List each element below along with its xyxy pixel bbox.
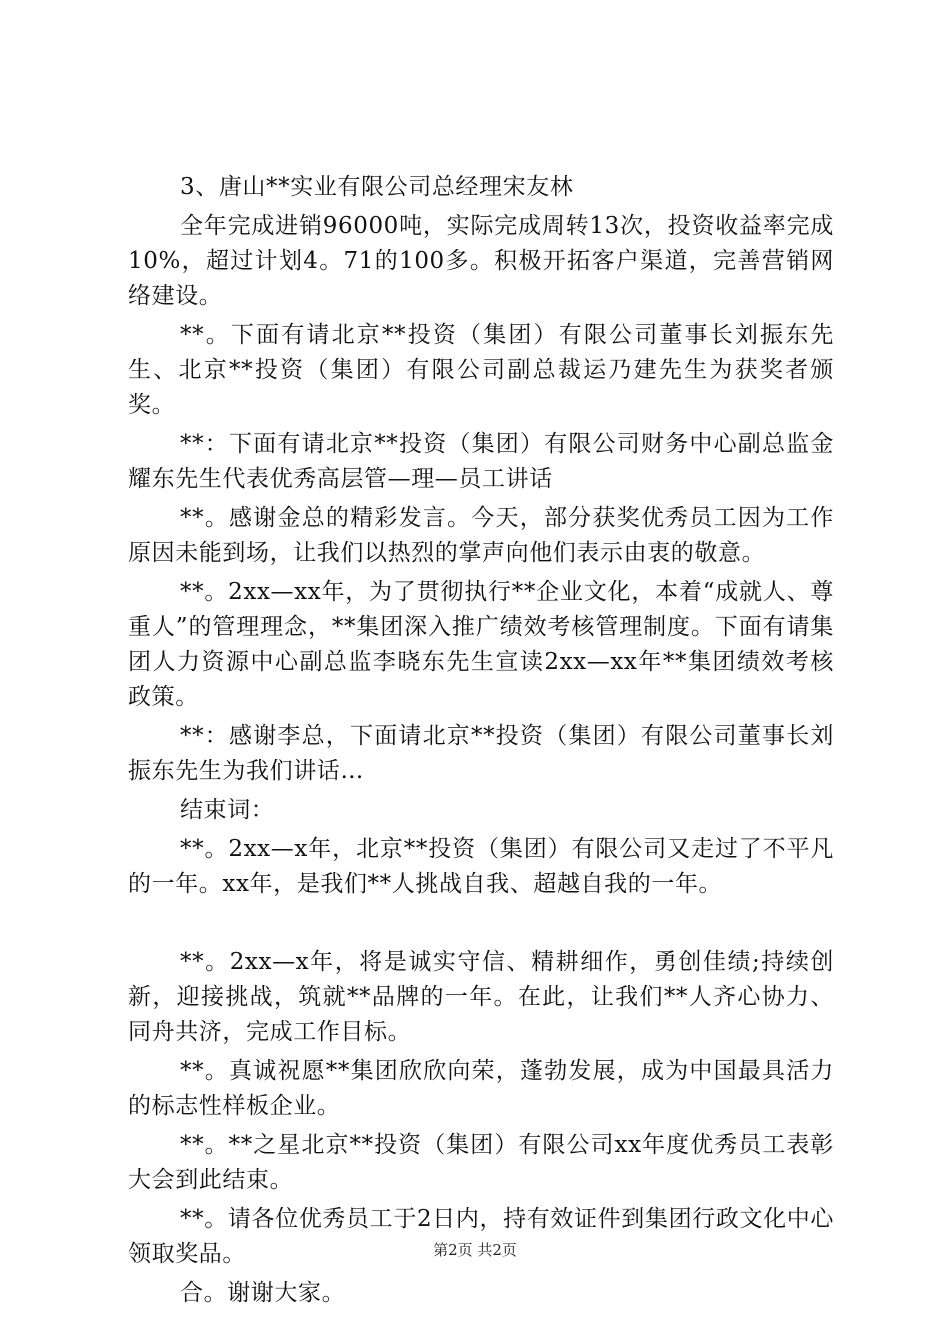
paragraph: 全年完成进销96000吨，实际完成周转13次，投资收益率完成10%，超过计划4。71的100多。积极开拓客户渠道，完善营销网络建设。 xyxy=(128,213,834,309)
paragraph: **。2xx—x年，将是诚实守信、精耕细作，勇创佳绩;持续创新，迎接挑战，筑就**品牌的一年。在此，让我们**人齐心协力、同舟共济，完成工作目标。 xyxy=(128,949,834,1045)
paragraph-heading-tangshan: 3、唐山**实业有限公司总经理宋友林 xyxy=(180,174,574,200)
paragraph: **：感谢李总，下面请北京**投资（集团）有限公司董事长刘振东先生为我们讲话… xyxy=(128,723,834,784)
paragraph: **。真诚祝愿**集团欣欣向荣，蓬勃发展，成为中国最具活力的标志性样板企业。 xyxy=(128,1058,834,1119)
page-number-footer: 第2页 共2页 xyxy=(433,1241,517,1259)
paragraph: **。2xx—xx年，为了贯彻执行**企业文化，本着“成就人、尊重人”的管理理念，**集团深入推广绩效考核管理制度。下面有请集团人力资源中心副总监李晓东先生宣读2xx—xx年**集团绩效考核政策。 xyxy=(128,579,834,710)
paragraph: **。**之星北京**投资（集团）有限公司xx年度优秀员工表彰大会到此结束。 xyxy=(128,1132,834,1193)
paragraph: **：下面有请北京**投资（集团）有限公司财务中心副总监金耀东先生代表优秀高层管—理—员工讲话 xyxy=(128,431,834,492)
document-body xyxy=(128,170,834,1315)
paragraph: **。请各位优秀员工于2日内，持有效证件到集团行政文化中心领取奖品。 xyxy=(128,1206,834,1267)
paragraph-thanks: 合。谢谢大家。 xyxy=(180,1280,346,1306)
paragraph: **。下面有请北京**投资（集团）有限公司董事长刘振东先生、北京**投资（集团）有限公司副总裁运乃建先生为获奖者颁奖。 xyxy=(128,322,834,418)
closing-remarks-heading: 结束词： xyxy=(180,797,275,823)
paragraph: **。2xx—x年，北京**投资（集团）有限公司又走过了不平凡的一年。xx年，是我们**人挑战自我、超越自我的一年。 xyxy=(128,836,834,897)
paragraph: **。感谢金总的精彩发言。今天，部分获奖优秀员工因为工作原因未能到场，让我们以热烈的掌声向他们表示由衷的敬意。 xyxy=(128,505,834,566)
